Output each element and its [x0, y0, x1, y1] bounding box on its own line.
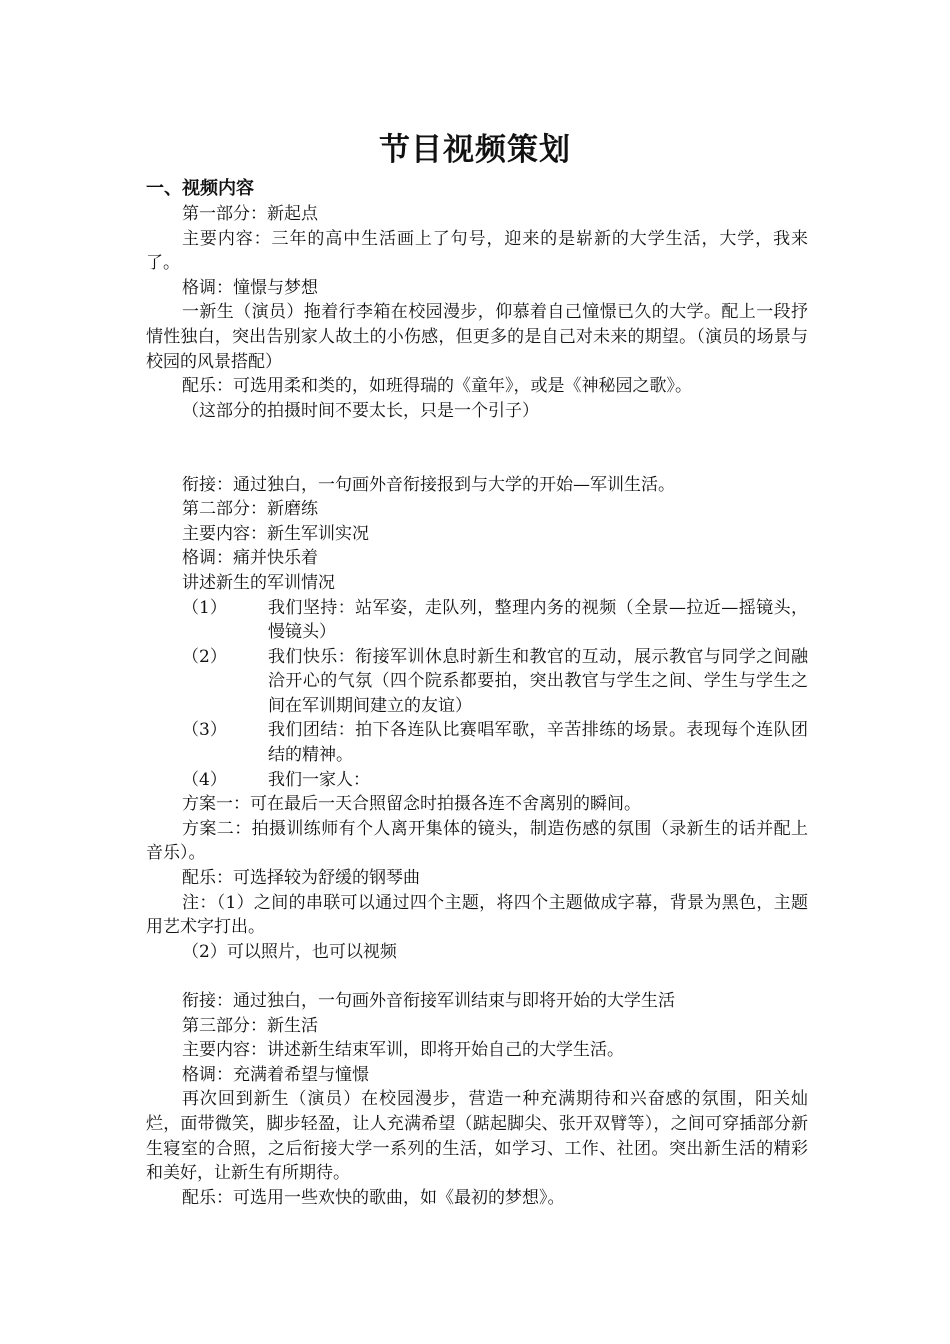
part3-name: 第三部分：新生活 [182, 1015, 318, 1036]
part1-music: 配乐：可选用柔和类的，如班得瑞的《童年》，或是《神秘园之歌》。 [182, 376, 692, 397]
list-item-number: （1） [182, 597, 227, 618]
transition-2: 衔接：通过独白，一句画外音衔接军训结束与即将开始的大学生活 [182, 991, 675, 1011]
part2-name: 第二部分：新磨练 [182, 499, 318, 520]
transition-1: 衔接：通过独白，一句画外音衔接报到与大学的开始—军训生活。 [182, 474, 675, 495]
document-body [146, 176, 808, 1210]
list-item-text: 我们一家人： [268, 769, 370, 790]
list-item [146, 596, 808, 645]
part2-content: 主要内容：新生军训实况 [182, 523, 369, 544]
spacer [146, 423, 808, 472]
part2-plan1: 方案一：可在最后一天合照留念时拍摄各连不舍离别的瞬间。 [182, 794, 641, 815]
part3-content: 主要内容：讲述新生结束军训，即将开始自己的大学生活。 [182, 1040, 624, 1061]
list-item-number: （2） [182, 646, 227, 667]
part3-desc: 再次回到新生（演员）在校园漫步，营造一种充满期待和兴奋感的氛围，阳关灿烂，面带微笑，脚步轻盈，让人充满希望（踮起脚尖、张开双臂等），之间可穿插部分新生寝室的合照，之后衔接大学一系列的生活，如学习、工作、社团。突出新生活的精彩和美好，让新生有所期待。 [146, 1089, 808, 1184]
part1-desc: 一新生（演员）拖着行李箱在校园漫步，仰慕着自己憧憬已久的大学。配上一段抒情性独白，突出告别家人故土的小伤感，但更多的是自己对未来的期望。（演员的场景与校园的风景搭配） [146, 302, 808, 372]
part2-music: 配乐：可选择较为舒缓的钢琴曲 [182, 868, 420, 889]
list-item [146, 768, 808, 793]
part3-music: 配乐：可选用一些欢快的歌曲，如《最初的梦想》。 [182, 1187, 565, 1208]
list-item-text: 我们快乐：衔接军训休息时新生和教官的互动，展示教官与同学之间融洽开心的气氛（四个院系都要拍，突出教官与学生之间、学生与学生之间在军训期间建立的友谊） [268, 646, 808, 716]
part2-tone: 格调：痛并快乐着 [182, 548, 318, 569]
list-item-number: （3） [182, 720, 227, 741]
list-item-number: （4） [182, 769, 227, 790]
list-item-text: 我们坚持：站军姿，走队列，整理内务的视频（全景—拉近—摇镜头，慢镜头） [268, 597, 808, 643]
list-item-text: 我们团结：拍下各连队比赛唱军歌，辛苦排练的场景。表现每个连队团结的精神。 [268, 720, 808, 766]
section-heading: 一、视频内容 [146, 178, 254, 199]
part2-note2: （2）可以照片，也可以视频 [182, 941, 397, 962]
part1-content: 主要内容：三年的高中生活画上了句号，迎来的是崭新的大学生活，大学，我来了。 [146, 228, 808, 274]
part2-plan2: 方案二：拍摄训练师有个人离开集体的镜头，制造伤感的氛围（录新生的话并配上音乐）。 [146, 818, 808, 864]
part1-tone: 格调：憧憬与梦想 [182, 277, 318, 298]
part2-desc: 讲述新生的军训情况 [182, 572, 335, 593]
spacer [146, 964, 808, 989]
part3-tone: 格调：充满着希望与憧憬 [182, 1064, 369, 1085]
part1-name: 第一部分：新起点 [182, 204, 318, 224]
part1-note: （这部分的拍摄时间不要太长，只是一个引子） [182, 400, 539, 421]
list-item [146, 718, 808, 767]
part2-note1: 注：（1）之间的串联可以通过四个主题，将四个主题做成字幕，背景为黑色，主题用艺术字打出。 [146, 892, 808, 938]
list-item [146, 645, 808, 719]
document-title: 节目视频策划 [379, 132, 571, 168]
